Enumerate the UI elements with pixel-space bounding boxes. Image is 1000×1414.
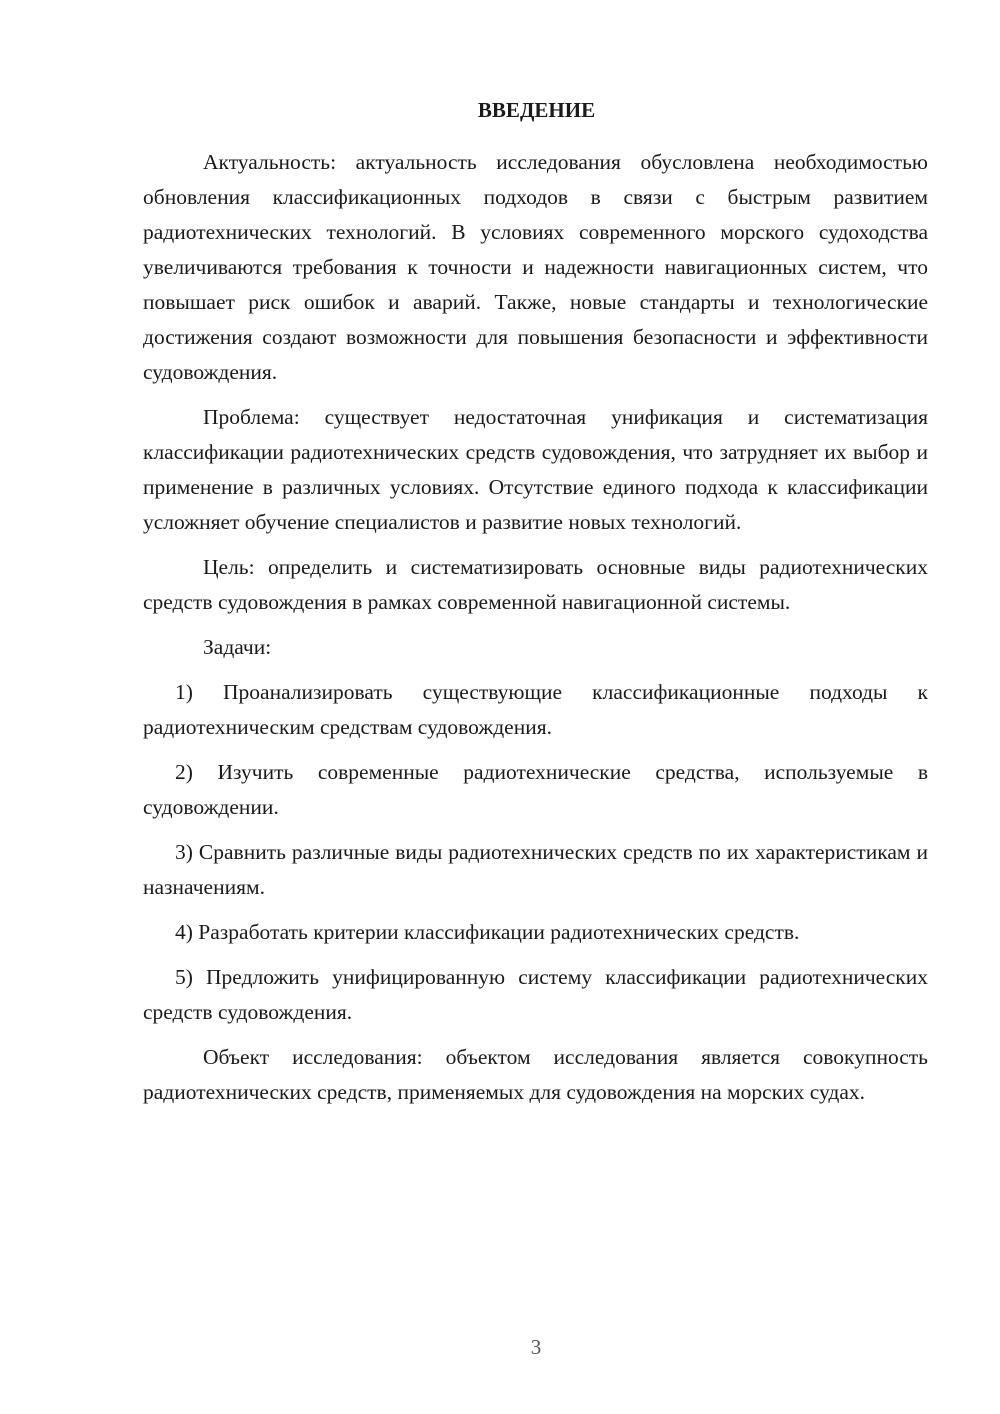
task-item-2: 2) Изучить современные радиотехнические средства, используемые в судовождении. xyxy=(143,760,928,819)
tasks-heading: Задачи: xyxy=(203,635,272,659)
task-item-4: 4) Разработать критерии классификации радиотехнических средств. xyxy=(175,920,800,944)
page-number: 3 xyxy=(530,1335,542,1359)
task-item-3: 3) Сравнить различные виды радиотехнических средств по их характеристикам и назначениям. xyxy=(143,840,928,899)
page-title: ВВЕДЕНИЕ xyxy=(477,98,596,122)
paragraph-relevance: Актуальность: актуальность исследования обусловлена необходимостью обновления классификационных подходов в связи с быстрым развитием радиотехнических технологий. В условиях современного морского судоходства увеличиваются требования к точности и надежности навигационных систем, что повышает риск ошибок и аварий. Также, новые стандарты и технологические достижения создают возможности для повышения безопасности и эффективности судовождения. xyxy=(143,150,928,384)
task-item-1: 1) Проанализировать существующие классификационные подходы к радиотехническим средствам судовождения. xyxy=(143,680,928,739)
page-content xyxy=(143,95,928,1110)
paragraph-object: Объект исследования: объектом исследования является совокупность радиотехнических средств, применяемых для судовождения на морских судах. xyxy=(143,1045,928,1104)
paragraph-problem: Проблема: существует недостаточная унификация и систематизация классификации радиотехнических средств судовождения, что затрудняет их выбор и применение в различных условиях. Отсутствие единого подхода к классификации усложняет обучение специалистов и развитие новых технологий. xyxy=(143,405,928,534)
task-item-5: 5) Предложить унифицированную систему классификации радиотехнических средств судовождения. xyxy=(143,965,928,1024)
paragraph-goal: Цель: определить и систематизировать основные виды радиотехнических средств судовождения в рамках современной навигационной системы. xyxy=(143,555,928,614)
